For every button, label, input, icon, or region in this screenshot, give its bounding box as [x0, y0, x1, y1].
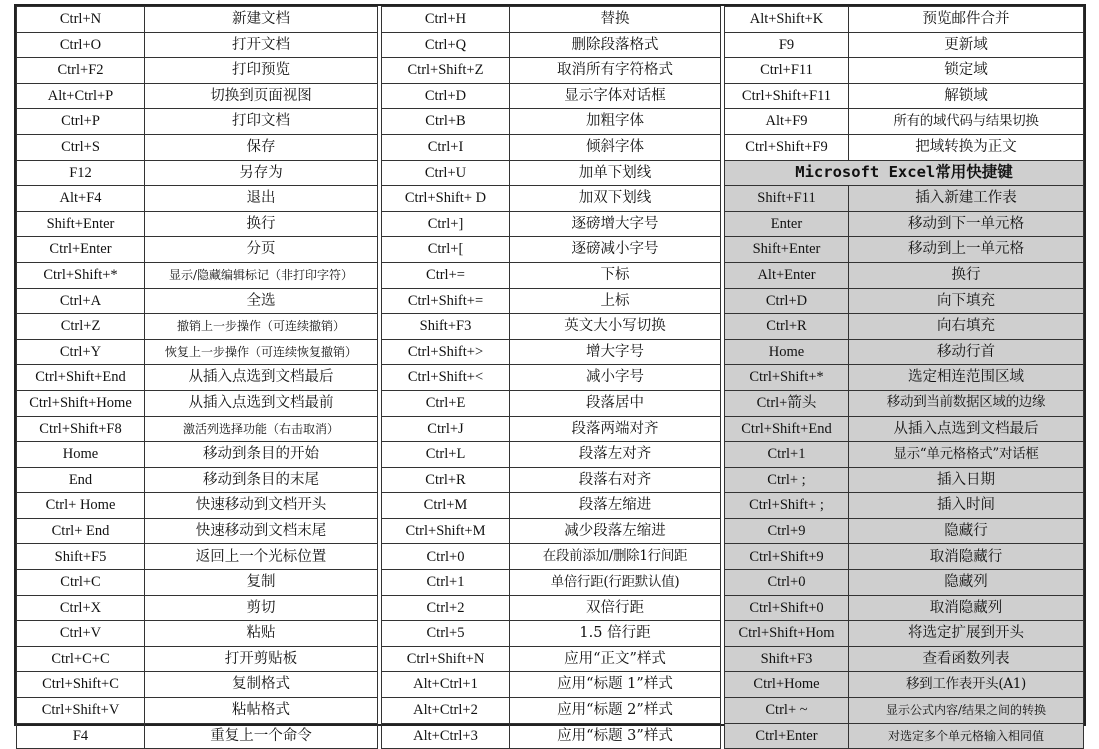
- table-row: [17, 32, 378, 58]
- shortcut-key: Ctrl+Shift+=: [382, 288, 510, 314]
- shortcut-key: Ctrl+C: [17, 570, 145, 596]
- shortcut-description: 打开剪贴板: [145, 646, 378, 672]
- table-row: [17, 109, 378, 135]
- shortcut-key: Ctrl+J: [382, 416, 510, 442]
- table-row: [17, 621, 378, 647]
- shortcut-description: 从插入点选到文档最后: [145, 365, 378, 391]
- table-row: [17, 672, 378, 698]
- shortcut-description: 打开文档: [145, 32, 378, 58]
- shortcut-description: 显示公式内容/结果之间的转换: [849, 698, 1084, 724]
- word-shortcuts-table-2: [381, 6, 721, 744]
- shortcut-description: 粘帖格式: [145, 698, 378, 724]
- table-row: [725, 186, 1084, 212]
- table-row: [17, 211, 378, 237]
- shortcut-key: Ctrl+Shift+*: [17, 262, 145, 288]
- shortcut-description: 打印预览: [145, 58, 378, 84]
- table-row: [17, 698, 378, 724]
- shortcut-key: Alt+F4: [17, 186, 145, 212]
- shortcut-description: 减少段落左缩进: [510, 518, 721, 544]
- table-row: [725, 109, 1084, 135]
- table-row: [725, 237, 1084, 263]
- shortcut-description: 显示字体对话框: [510, 83, 721, 109]
- table-row: [725, 365, 1084, 391]
- table-row: [17, 570, 378, 596]
- shortcut-key: F12: [17, 160, 145, 186]
- shortcut-description: 选定相连范围区域: [849, 365, 1084, 391]
- shortcut-description: 删除段落格式: [510, 32, 721, 58]
- shortcut-key: Ctrl+ ;: [725, 467, 849, 493]
- table-row: [17, 237, 378, 263]
- shortcut-key: Ctrl+R: [382, 467, 510, 493]
- shortcut-key: Ctrl+N: [17, 7, 145, 33]
- table-row: [725, 262, 1084, 288]
- table-row: [382, 186, 721, 212]
- shortcut-description: 插入时间: [849, 493, 1084, 519]
- table-row: [382, 262, 721, 288]
- table-row: [17, 288, 378, 314]
- shortcut-key: Ctrl+Shift+End: [17, 365, 145, 391]
- shortcut-description: 加粗字体: [510, 109, 721, 135]
- shortcut-description: 重复上一个命令: [145, 723, 378, 749]
- shortcut-key: Ctrl+F11: [725, 58, 849, 84]
- table-row: [17, 134, 378, 160]
- shortcut-description: 剪切: [145, 595, 378, 621]
- shortcut-description: 段落居中: [510, 390, 721, 416]
- shortcut-description: 隐藏行: [849, 518, 1084, 544]
- shortcut-key: Enter: [725, 211, 849, 237]
- table-row: [382, 518, 721, 544]
- table-row: [17, 723, 378, 749]
- table-row: [725, 621, 1084, 647]
- shortcut-key: Ctrl+L: [382, 442, 510, 468]
- table-row: [382, 621, 721, 647]
- shortcut-description: 移动到上一单元格: [849, 237, 1084, 263]
- shortcut-key: Ctrl+D: [382, 83, 510, 109]
- shortcut-description: 保存: [145, 134, 378, 160]
- shortcut-description: 插入日期: [849, 467, 1084, 493]
- shortcut-description: 快速移动到文档末尾: [145, 518, 378, 544]
- shortcut-description: 段落左缩进: [510, 493, 721, 519]
- shortcut-description: 复制: [145, 570, 378, 596]
- shortcut-key: Ctrl+Shift+Hom: [725, 621, 849, 647]
- shortcut-key: Alt+Ctrl+3: [382, 723, 510, 749]
- shortcut-key: Ctrl+1: [382, 570, 510, 596]
- shortcut-key: Ctrl+M: [382, 493, 510, 519]
- table-row: [382, 211, 721, 237]
- shortcut-description: 减小字号: [510, 365, 721, 391]
- table-row: [725, 83, 1084, 109]
- shortcut-key: Ctrl+Shift+M: [382, 518, 510, 544]
- table-row: [17, 493, 378, 519]
- table-row: [725, 339, 1084, 365]
- table-row: [382, 672, 721, 698]
- shortcut-key: Ctrl+H: [382, 7, 510, 33]
- table-row: [725, 698, 1084, 724]
- table-row: [725, 134, 1084, 160]
- shortcut-description: 显示/隐藏编辑标记（非打印字符）: [145, 262, 378, 288]
- table-row: [382, 109, 721, 135]
- table-row: [17, 339, 378, 365]
- table-row: [382, 544, 721, 570]
- shortcut-key: Shift+F3: [725, 646, 849, 672]
- table-row: [382, 723, 721, 749]
- shortcut-description: 应用“标题 2”样式: [510, 698, 721, 724]
- table-row: [725, 7, 1084, 33]
- shortcut-key: Alt+Enter: [725, 262, 849, 288]
- shortcut-key: Ctrl+Y: [17, 339, 145, 365]
- shortcut-key: Ctrl+]: [382, 211, 510, 237]
- shortcut-description: 粘贴: [145, 621, 378, 647]
- table-row: [17, 416, 378, 442]
- shortcut-key: Alt+F9: [725, 109, 849, 135]
- table-row: [725, 646, 1084, 672]
- shortcut-key: Ctrl+Shift+V: [17, 698, 145, 724]
- table-row: [382, 646, 721, 672]
- shortcut-key: Alt+Ctrl+2: [382, 698, 510, 724]
- shortcut-description: 应用“正文”样式: [510, 646, 721, 672]
- shortcut-key: Ctrl+D: [725, 288, 849, 314]
- table-row: [725, 467, 1084, 493]
- shortcut-key: Ctrl+B: [382, 109, 510, 135]
- shortcut-key: Ctrl+Shift+9: [725, 544, 849, 570]
- table-row: [17, 467, 378, 493]
- shortcut-key: Ctrl+Shift+F11: [725, 83, 849, 109]
- shortcut-description: 另存为: [145, 160, 378, 186]
- table-row: [382, 442, 721, 468]
- shortcut-description: 快速移动到文档开头: [145, 493, 378, 519]
- shortcut-description: 退出: [145, 186, 378, 212]
- shortcut-description: 双倍行距: [510, 595, 721, 621]
- table-row: [17, 518, 378, 544]
- table-row: [382, 390, 721, 416]
- shortcut-key: Alt+Ctrl+1: [382, 672, 510, 698]
- excel-section-header: Microsoft Excel常用快捷键: [725, 160, 1084, 186]
- table-row: [725, 416, 1084, 442]
- shortcut-description: 段落右对齐: [510, 467, 721, 493]
- shortcut-description: 将选定扩展到开头: [849, 621, 1084, 647]
- table-row: [725, 723, 1084, 749]
- shortcut-description: 取消隐藏行: [849, 544, 1084, 570]
- shortcut-key: Ctrl+Shift+ ;: [725, 493, 849, 519]
- shortcut-description: 撤销上一步操作（可连续撤销）: [145, 314, 378, 340]
- shortcut-key: Ctrl+[: [382, 237, 510, 263]
- shortcut-description: 激活列选择功能（右击取消）: [145, 416, 378, 442]
- table-row: [17, 544, 378, 570]
- shortcut-description: 解锁域: [849, 83, 1084, 109]
- table-row: [725, 442, 1084, 468]
- shortcut-key: Ctrl+S: [17, 134, 145, 160]
- shortcut-description: 查看函数列表: [849, 646, 1084, 672]
- shortcut-key: Shift+F5: [17, 544, 145, 570]
- table-row: [382, 7, 721, 33]
- shortcut-description: 更新域: [849, 32, 1084, 58]
- table-row: [725, 288, 1084, 314]
- shortcut-key: Ctrl+R: [725, 314, 849, 340]
- shortcut-description: 1.5 倍行距: [510, 621, 721, 647]
- shortcut-description: 隐藏列: [849, 570, 1084, 596]
- table-row: [725, 314, 1084, 340]
- table-row: [382, 314, 721, 340]
- shortcut-key: Ctrl+Home: [725, 672, 849, 698]
- shortcut-key: Ctrl+ ~: [725, 698, 849, 724]
- table-row: [382, 416, 721, 442]
- shortcut-key: Ctrl+9: [725, 518, 849, 544]
- table-row: [17, 7, 378, 33]
- shortcut-description: 预览邮件合并: [849, 7, 1084, 33]
- shortcut-description: 从插入点选到文档最前: [145, 390, 378, 416]
- shortcut-description: 移动行首: [849, 339, 1084, 365]
- shortcut-key: Ctrl+P: [17, 109, 145, 135]
- table-row: [17, 442, 378, 468]
- table-row: [17, 262, 378, 288]
- shortcut-key: Ctrl+V: [17, 621, 145, 647]
- shortcut-description: 取消隐藏列: [849, 595, 1084, 621]
- table-row: [17, 58, 378, 84]
- shortcut-description: 换行: [145, 211, 378, 237]
- shortcut-description: 把域转换为正文: [849, 134, 1084, 160]
- shortcut-key: Alt+Shift+K: [725, 7, 849, 33]
- shortcut-description: 所有的域代码与结果切换: [849, 109, 1084, 135]
- table-row: [725, 595, 1084, 621]
- shortcut-key: Ctrl+C+C: [17, 646, 145, 672]
- shortcut-key: Ctrl+箭头: [725, 390, 849, 416]
- table-row: [725, 211, 1084, 237]
- table-row: [382, 58, 721, 84]
- table-row: [17, 83, 378, 109]
- shortcut-description: 向右填充: [849, 314, 1084, 340]
- shortcut-key: Ctrl+U: [382, 160, 510, 186]
- shortcuts-table-3: [724, 6, 1084, 744]
- shortcut-description: 新建文档: [145, 7, 378, 33]
- shortcut-key: Ctrl+Z: [17, 314, 145, 340]
- shortcut-description: 下标: [510, 262, 721, 288]
- shortcut-key: Ctrl+0: [725, 570, 849, 596]
- shortcut-description: 增大字号: [510, 339, 721, 365]
- shortcut-key: Ctrl+Q: [382, 32, 510, 58]
- table-row: [17, 390, 378, 416]
- shortcut-key: Ctrl+1: [725, 442, 849, 468]
- shortcut-key: Ctrl+Shift+C: [17, 672, 145, 698]
- table-row: [382, 339, 721, 365]
- shortcut-description: 复制格式: [145, 672, 378, 698]
- shortcut-key: Ctrl+Shift+<: [382, 365, 510, 391]
- shortcut-key: End: [17, 467, 145, 493]
- table-row: [725, 32, 1084, 58]
- table-row: [725, 570, 1084, 596]
- shortcut-description: 单倍行距(行距默认值): [510, 570, 721, 596]
- shortcut-key: Ctrl+Enter: [725, 723, 849, 749]
- shortcut-key: Ctrl+ End: [17, 518, 145, 544]
- shortcut-key: Ctrl+F2: [17, 58, 145, 84]
- table-row: [382, 493, 721, 519]
- shortcut-sheet: [14, 4, 1086, 744]
- shortcut-description: 恢复上一步操作（可连续恢复撤销）: [145, 339, 378, 365]
- shortcut-description: 段落左对齐: [510, 442, 721, 468]
- shortcut-key: Ctrl+Enter: [17, 237, 145, 263]
- shortcut-key: Ctrl+2: [382, 595, 510, 621]
- shortcut-description: 加单下划线: [510, 160, 721, 186]
- shortcut-key: Shift+Enter: [17, 211, 145, 237]
- shortcut-description: 从插入点选到文档最后: [849, 416, 1084, 442]
- shortcut-description: 切换到页面视图: [145, 83, 378, 109]
- table-row: [17, 646, 378, 672]
- shortcut-description: 段落两端对齐: [510, 416, 721, 442]
- shortcut-key: Ctrl+E: [382, 390, 510, 416]
- shortcut-key: Ctrl+Shift+>: [382, 339, 510, 365]
- shortcut-key: Shift+F3: [382, 314, 510, 340]
- table-row: [17, 160, 378, 186]
- shortcut-description: 向下填充: [849, 288, 1084, 314]
- shortcut-key: Shift+F11: [725, 186, 849, 212]
- shortcut-key: Ctrl+ Home: [17, 493, 145, 519]
- excel-section-header-row: [725, 160, 1084, 186]
- shortcut-description: 在段前添加/删除1行间距: [510, 544, 721, 570]
- shortcut-key: Ctrl+Shift+End: [725, 416, 849, 442]
- shortcut-description: 倾斜字体: [510, 134, 721, 160]
- shortcut-description: 移动到当前数据区域的边缘: [849, 390, 1084, 416]
- shortcut-key: Shift+Enter: [725, 237, 849, 263]
- table-row: [382, 134, 721, 160]
- shortcut-description: 显示“单元格格式”对话框: [849, 442, 1084, 468]
- table-row: [382, 365, 721, 391]
- shortcut-description: 上标: [510, 288, 721, 314]
- table-row: [17, 595, 378, 621]
- shortcut-description: 对选定多个单元格输入相同值: [849, 723, 1084, 749]
- table-row: [725, 58, 1084, 84]
- table-row: [725, 390, 1084, 416]
- shortcut-description: 移动到下一单元格: [849, 211, 1084, 237]
- word-shortcuts-table-1: [16, 6, 378, 744]
- shortcut-key: Ctrl+A: [17, 288, 145, 314]
- table-row: [382, 160, 721, 186]
- table-row: [725, 672, 1084, 698]
- shortcut-key: Ctrl+O: [17, 32, 145, 58]
- shortcut-key: Ctrl+Shift+ D: [382, 186, 510, 212]
- shortcut-description: 加双下划线: [510, 186, 721, 212]
- shortcut-description: 全选: [145, 288, 378, 314]
- shortcut-description: 应用“标题 3”样式: [510, 723, 721, 749]
- table-row: [17, 186, 378, 212]
- table-row: [725, 518, 1084, 544]
- shortcut-description: 插入新建工作表: [849, 186, 1084, 212]
- table-row: [382, 698, 721, 724]
- shortcut-key: Ctrl+Shift+Home: [17, 390, 145, 416]
- shortcut-key: Ctrl+Shift+F8: [17, 416, 145, 442]
- shortcut-description: 打印文档: [145, 109, 378, 135]
- table-row: [725, 493, 1084, 519]
- table-row: [382, 467, 721, 493]
- shortcut-key: Alt+Ctrl+P: [17, 83, 145, 109]
- shortcut-key: Ctrl+Shift+N: [382, 646, 510, 672]
- shortcut-key: Ctrl+Shift+*: [725, 365, 849, 391]
- shortcut-description: 分页: [145, 237, 378, 263]
- shortcut-description: 移动到条目的末尾: [145, 467, 378, 493]
- table-row: [725, 544, 1084, 570]
- shortcut-description: 返回上一个光标位置: [145, 544, 378, 570]
- table-row: [382, 83, 721, 109]
- shortcut-key: Ctrl+Shift+Z: [382, 58, 510, 84]
- shortcut-key: Home: [17, 442, 145, 468]
- table-row: [382, 288, 721, 314]
- shortcut-description: 移动到条目的开始: [145, 442, 378, 468]
- table-row: [382, 570, 721, 596]
- table-row: [382, 32, 721, 58]
- shortcut-key: Ctrl+0: [382, 544, 510, 570]
- table-row: [17, 314, 378, 340]
- shortcut-description: 锁定域: [849, 58, 1084, 84]
- shortcut-description: 移到工作表开头(A1): [849, 672, 1084, 698]
- table-row: [382, 595, 721, 621]
- shortcut-key: Ctrl+=: [382, 262, 510, 288]
- shortcut-key: F9: [725, 32, 849, 58]
- shortcut-description: 英文大小写切换: [510, 314, 721, 340]
- table-row: [382, 237, 721, 263]
- shortcut-key: Ctrl+Shift+F9: [725, 134, 849, 160]
- table-row: [17, 365, 378, 391]
- shortcut-key: F4: [17, 723, 145, 749]
- shortcut-description: 逐磅减小字号: [510, 237, 721, 263]
- shortcut-key: Ctrl+5: [382, 621, 510, 647]
- shortcut-description: 应用“标题 1”样式: [510, 672, 721, 698]
- shortcut-key: Ctrl+Shift+0: [725, 595, 849, 621]
- shortcut-key: Home: [725, 339, 849, 365]
- shortcut-description: 取消所有字符格式: [510, 58, 721, 84]
- shortcut-description: 换行: [849, 262, 1084, 288]
- shortcut-description: 替换: [510, 7, 721, 33]
- shortcut-description: 逐磅增大字号: [510, 211, 721, 237]
- shortcut-key: Ctrl+X: [17, 595, 145, 621]
- shortcut-key: Ctrl+I: [382, 134, 510, 160]
